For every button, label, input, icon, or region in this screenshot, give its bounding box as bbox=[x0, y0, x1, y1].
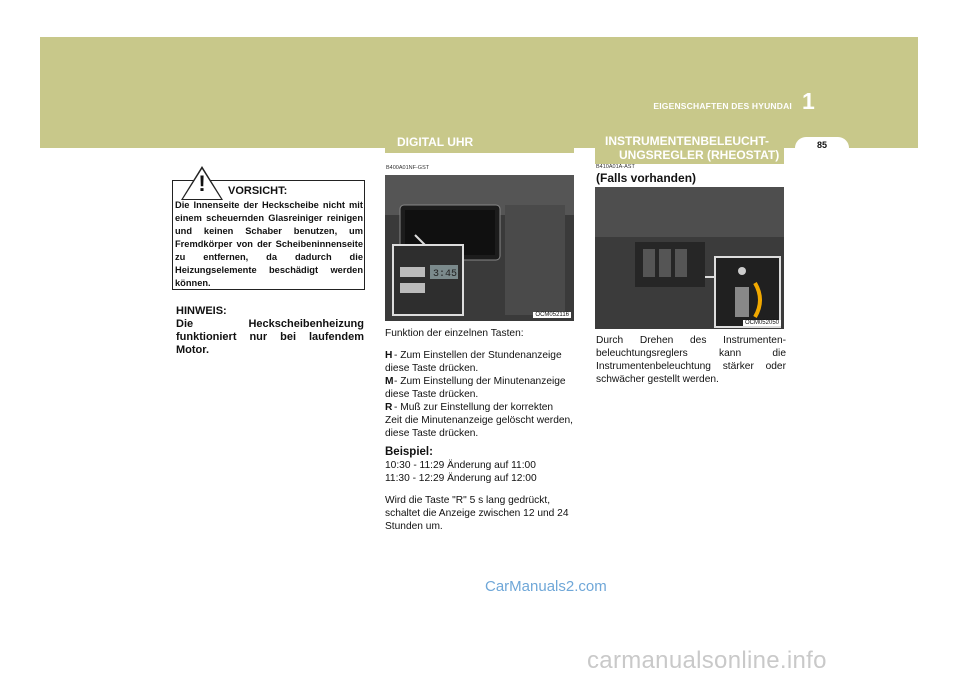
clock-instructions: Funktion der einzelnen Tasten: H - Zum Einstellen der Stundenanzeige diese Taste drücken. M - Zum Einstellung der Minutenanzeige diese Taste drücken. R - Muß zur Einstellung der korrekten Zeit die Minutenanzeige gelöscht werden, diese Taste drücken. Beispiel: 10:30 - 11:29 Änderung auf 11:00 11:30 - 12:29 Änderung auf 12:00 Wird die Taste "R" 5 s lang gedrückt, schaltet die Anzeige zwischen 12 und 24 Stunden um. bbox=[385, 328, 574, 532]
clock-photo bbox=[385, 175, 574, 321]
image-caption: OCM052050 bbox=[744, 320, 779, 326]
clock-display-text: 3:45 bbox=[433, 269, 458, 280]
dashboard-clock-image bbox=[385, 175, 574, 321]
list-item: H - Zum Einstellen der Stundenanzeige bbox=[385, 350, 562, 361]
watermark-carmanualsonline: carmanualsonline.info bbox=[587, 647, 827, 674]
section-code: B400A01NF-GST bbox=[386, 165, 430, 171]
hinweis-text: Die Heckscheibenheizung funktioniert nur bei laufendem Motor. bbox=[176, 318, 364, 356]
subtitle: (Falls vorhanden) bbox=[596, 171, 697, 185]
section-title-digital-clock: DIGITAL UHR bbox=[385, 130, 574, 153]
page-number: 85 bbox=[795, 137, 849, 159]
list-item: R - Muß zur Einstellung der korrekten bbox=[385, 402, 554, 413]
intro-text: Funktion der einzelnen Tasten: bbox=[385, 328, 524, 339]
section-title-rheostat: INSTRUMENTENBELEUCHT- UNGSREGLER (RHEOSTAT) bbox=[595, 130, 784, 164]
list-item: M - Zum Einstellung der Minutenanzeige bbox=[385, 376, 566, 387]
image-caption: OCM052116 bbox=[535, 312, 569, 318]
chapter-title: EIGENSCHAFTEN DES HYUNDAI bbox=[653, 101, 792, 111]
dashboard-rheostat-image bbox=[595, 187, 784, 329]
chapter-number: 1 bbox=[802, 88, 815, 114]
warning-text: Die Innenseite der Heckscheibe nicht mit einem scheuernden Glasreiniger reinigen und keinen Schaber benutzen, um Fremdkörper von der Scheibeninnenseite zu entfernen, da dadurch die Heizungselemente beschädigt werden können. bbox=[175, 200, 363, 288]
section-code: B410A01A-AST bbox=[596, 164, 635, 170]
example-line: 11:30 - 12:29 Änderung auf 12:00 bbox=[385, 473, 537, 484]
rheostat-photo bbox=[595, 187, 784, 329]
watermark-carmanuals2: CarManuals2.com bbox=[485, 578, 607, 595]
hinweis-title: HINWEIS: bbox=[176, 305, 227, 317]
reset-note: Wird die Taste "R" 5 s lang gedrückt, schaltet die Anzeige zwischen 12 und 24 Stunden um. bbox=[385, 495, 569, 532]
warning-box: ! VORSICHT: Die Innenseite der Heckscheibe nicht mit einem scheuernden Glasreiniger reinigen und keinen Schaber benutzen, um Fremdkörper von der Scheibeninnenseite zu entfernen, da dadurch die Heizungselemente beschädigt werden können. bbox=[172, 180, 365, 290]
warning-title: VORSICHT: bbox=[228, 185, 288, 197]
rheostat-text: Durch Drehen des Instrumenten-beleuchtungsreglers kann die Instrumentenbeleuchtung stärker oder schwächer gestellt werden. bbox=[596, 335, 786, 385]
example-line: 10:30 - 11:29 Änderung auf 11:00 bbox=[385, 460, 536, 471]
example-title: Beispiel: bbox=[385, 446, 433, 458]
